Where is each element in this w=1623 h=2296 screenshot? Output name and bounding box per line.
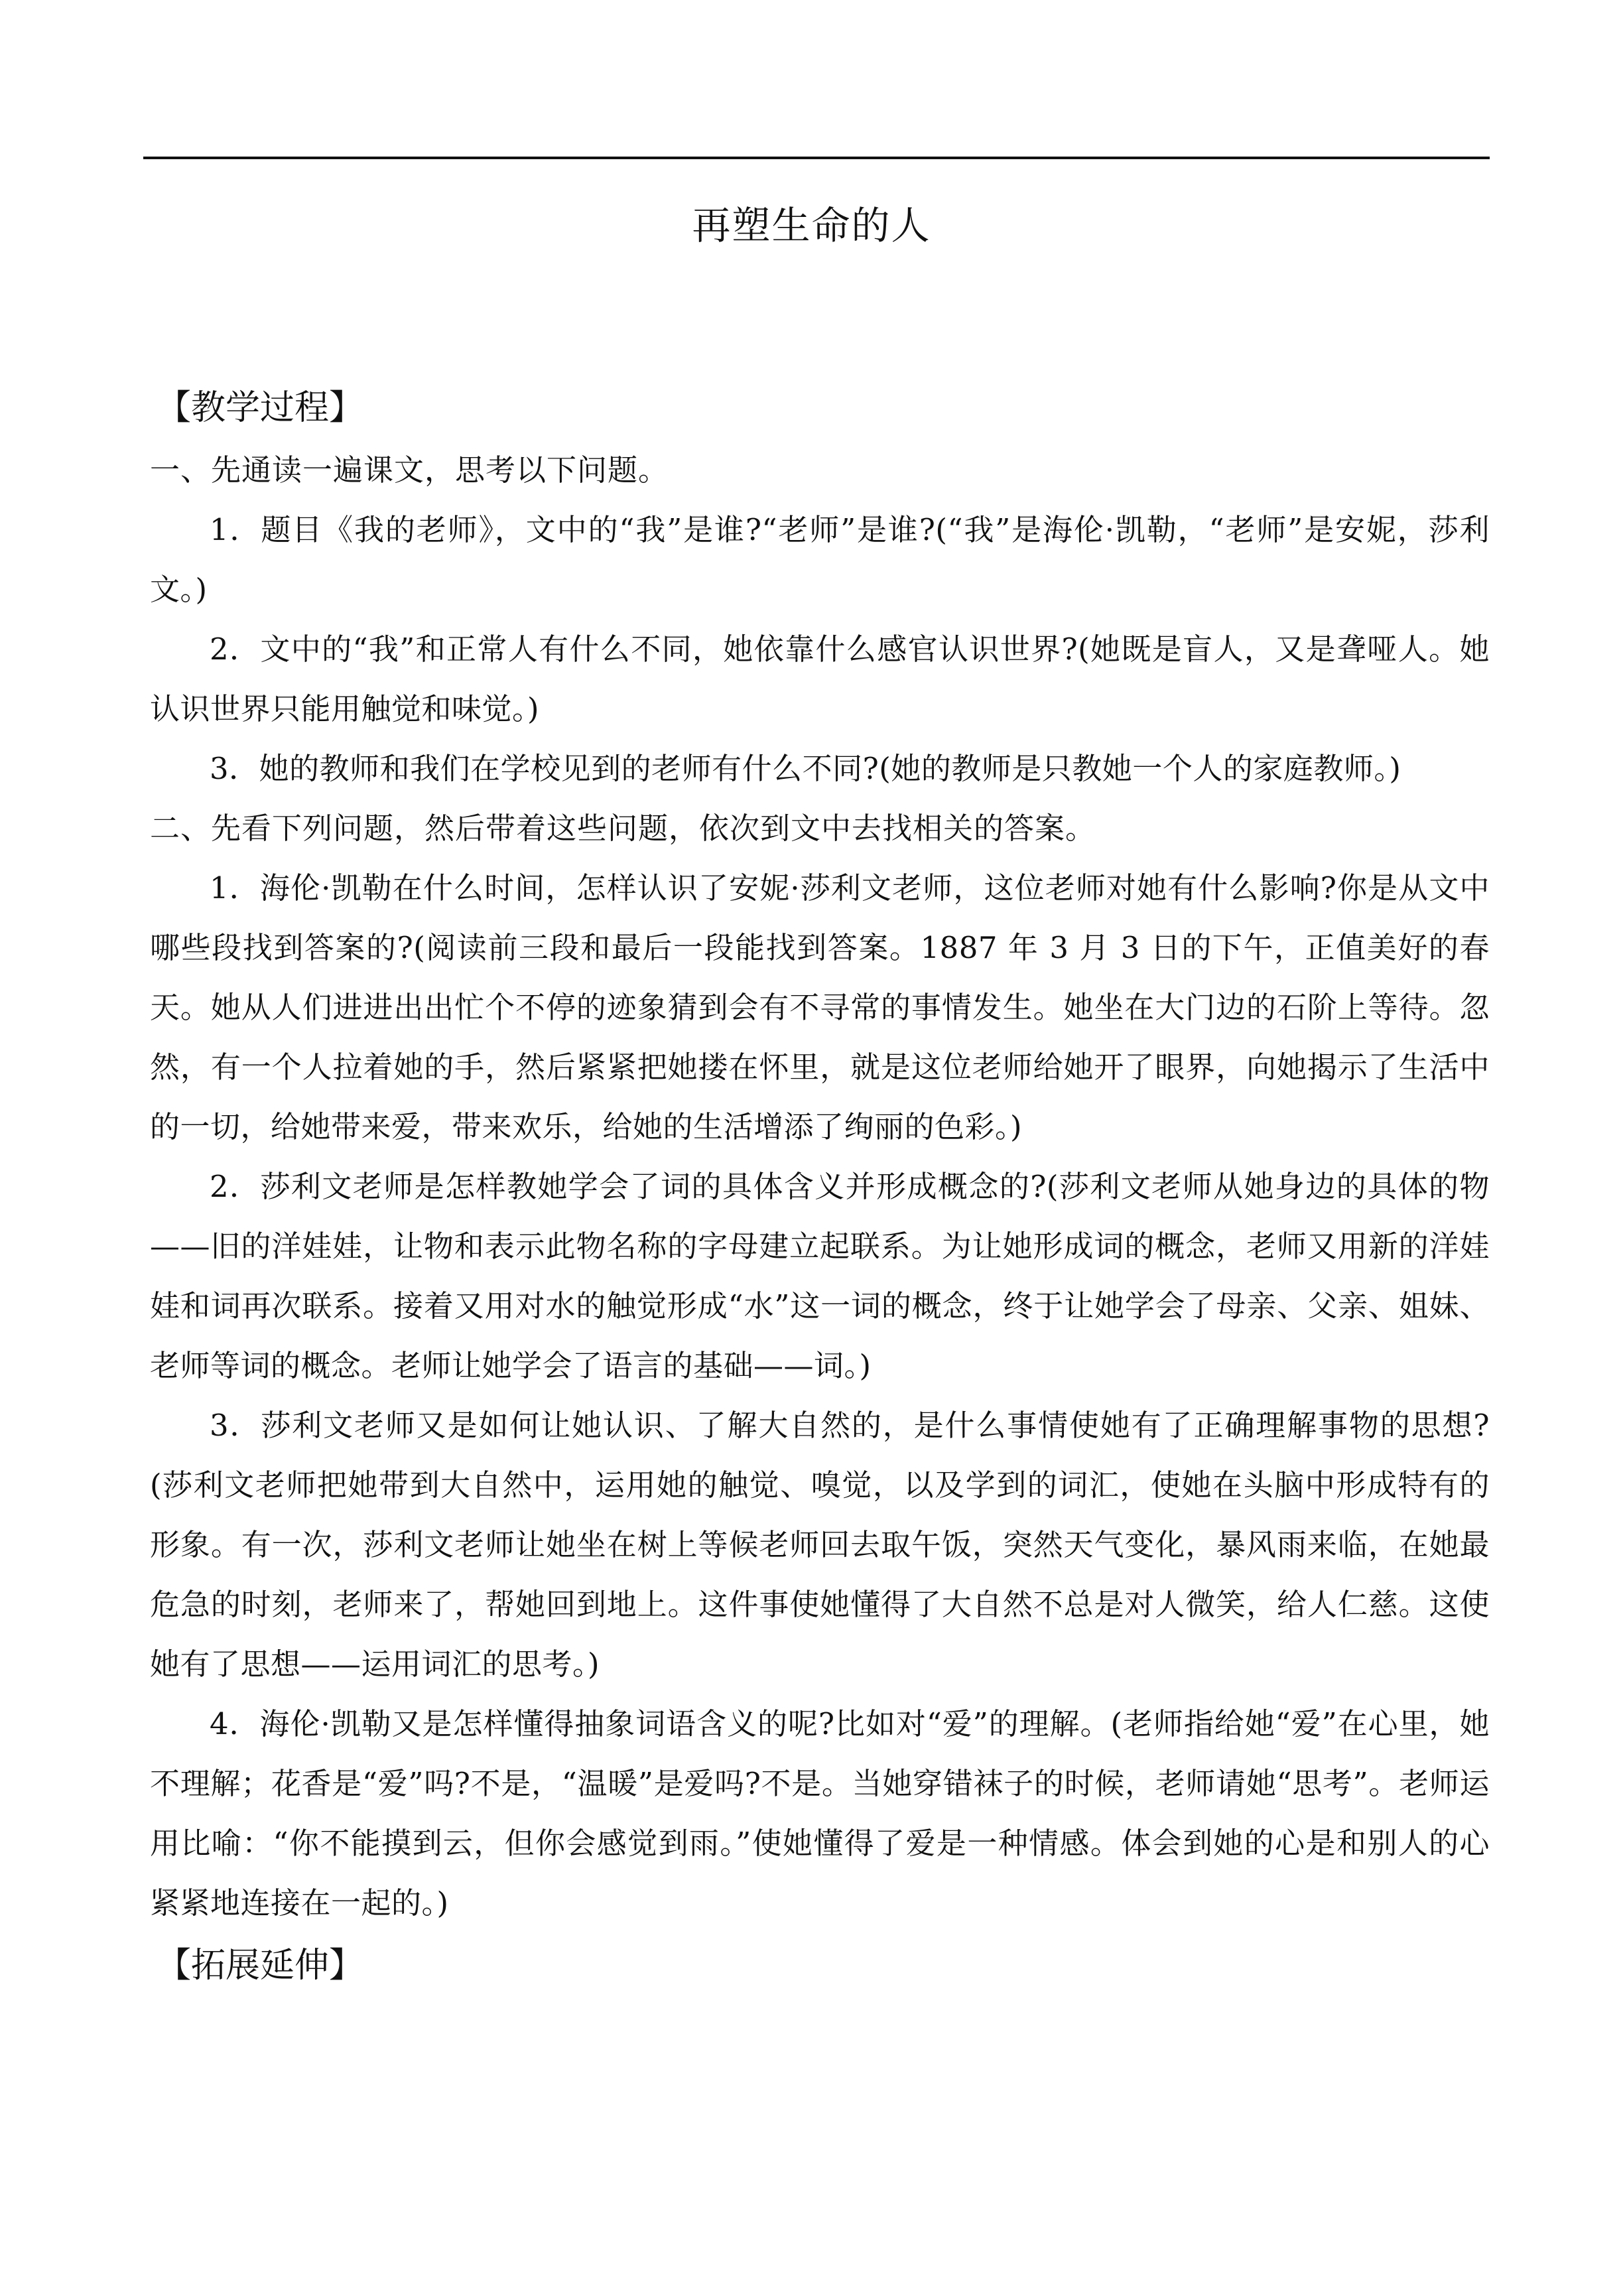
part-two-item: 1．海伦·凯勒在什么时间，怎样认识了安妮·莎利文老师，这位老师对她有什么影响?你是从文中哪些段找到答案的?(阅读前三段和最后一段能找到答案。1887 年 3 月 3 日的下午，正值美好的春天。她从人们进进出出忙个不停的迹象猜到会有不寻常的事情发生。她坐在大门边的石阶上等待。忽然，有一个人拉着她的手，然后紧紧把她搂在怀里，就是这位老师给她开了眼界，向她揭示了生活中的一切，给她带来爱，带来欢乐，给她的生活增添了绚丽的色彩。) xyxy=(150,870,1490,1144)
part-one-item: 1．题目《我的老师》，文中的“我”是谁?“老师”是谁?(“我”是海伦·凯勒，“老师”是安妮，莎利文。) xyxy=(150,512,1490,607)
part-two-item: 2．莎利文老师是怎样教她学会了词的具体含义并形成概念的?(莎利文老师从她身边的具体的物——旧的洋娃娃，让物和表示此物名称的字母建立起联系。为让她形成词的概念，老师又用新的洋娃娃和词再次联系。接着又用对水的触觉形成“水”这一词的概念，终于让她学会了母亲、父亲、姐妹、老师等词的概念。老师让她学会了语言的基础——词。) xyxy=(150,1169,1490,1383)
header-rule xyxy=(143,157,1490,159)
part-one-item: 3．她的教师和我们在学校见到的老师有什么不同?(她的教师是只教她一个人的家庭教师。) xyxy=(210,751,1401,786)
document-body xyxy=(150,375,1490,1998)
part-two-item: 4．海伦·凯勒又是怎样懂得抽象词语含义的呢?比如对“爱”的理解。(老师指给她“爱”在心里，她不理解；花香是“爱”吗?不是，“温暖”是爱吗?不是。当她穿错袜子的时候，老师请她“思考”。老师运用比喻：“你不能摸到云，但你会感觉到雨。”使她懂得了爱是一种情感。体会到她的心是和别人的心紧紧地连接在一起的。) xyxy=(150,1706,1490,1921)
part-two-heading: 二、先看下列问题，然后带着这些问题，依次到文中去找相关的答案。 xyxy=(150,811,1096,846)
section-heading-teaching: 【教学过程】 xyxy=(157,388,364,428)
section-heading-extension: 【拓展延伸】 xyxy=(157,1946,364,1986)
document-title: 再塑生命的人 xyxy=(692,203,931,248)
part-one-item: 2．文中的“我”和正常人有什么不同，她依靠什么感官认识世界?(她既是盲人，又是聋哑人。她认识世界只能用触觉和味觉。) xyxy=(150,632,1490,726)
part-two-item: 3．莎利文老师又是如何让她认识、了解大自然的，是什么事情使她有了正确理解事物的思想?(莎利文老师把她带到大自然中，运用她的触觉、嗅觉，以及学到的词汇，使她在头脑中形成特有的形象。有一次，莎利文老师让她坐在树上等候老师回去取午饭，突然天气变化，暴风雨来临，在她最危急的时刻，老师来了，帮她回到地上。这件事使她懂得了大自然不总是对人微笑，给人仁慈。这使她有了思想——运用词汇的思考。) xyxy=(150,1408,1490,1682)
part-one-heading: 一、先通读一遍课文，思考以下问题。 xyxy=(150,452,669,488)
